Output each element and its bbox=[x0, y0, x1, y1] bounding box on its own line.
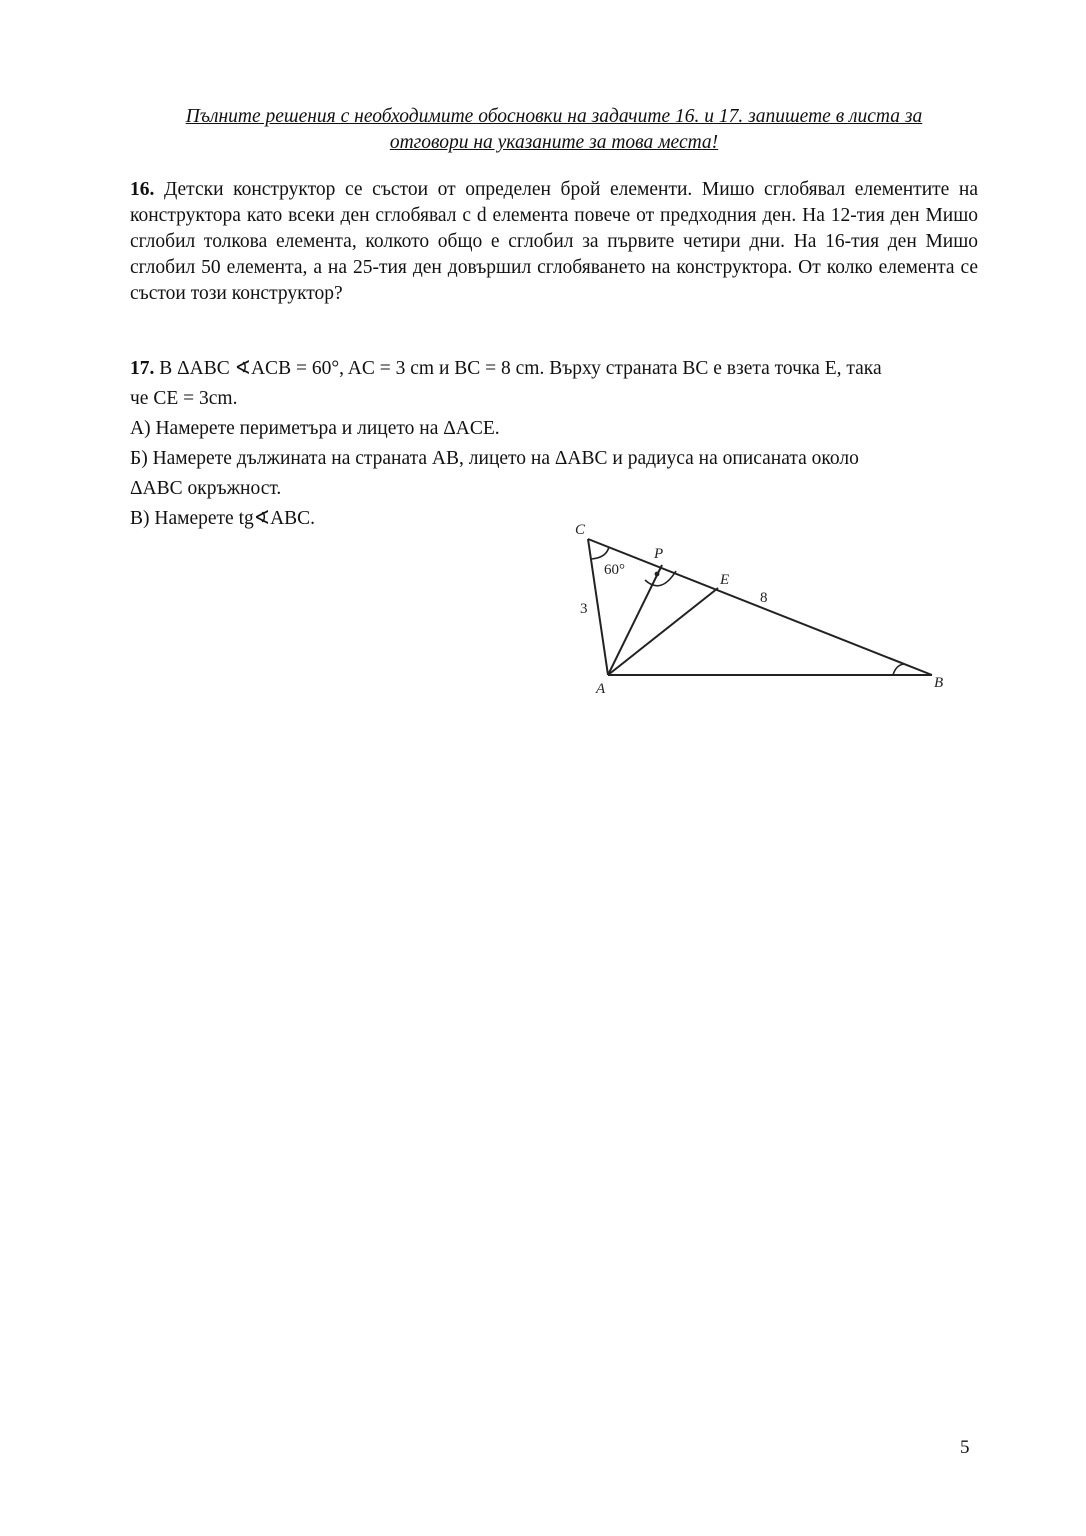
problem-16 bbox=[130, 177, 978, 307]
label-b: B bbox=[934, 675, 944, 691]
label-side-cb: 8 bbox=[760, 590, 768, 606]
page-number: 5 bbox=[960, 1437, 970, 1458]
problem-17-statement-line-1 bbox=[130, 354, 978, 384]
segment-ae bbox=[608, 588, 718, 675]
label-angle-60: 60° bbox=[604, 562, 625, 578]
label-e: E bbox=[720, 572, 730, 588]
problem-17-part-a: А) Намерете периметъра и лицето на ΔACE. bbox=[130, 418, 500, 439]
label-side-ac: 3 bbox=[580, 601, 588, 617]
instruction-note bbox=[130, 104, 978, 156]
problem-16-number: 16. bbox=[130, 179, 155, 200]
problem-17-line-1: В ΔABC ∢ACB = 60°, AC = 3 cm и BC = 8 cm. Върху страната BC е взета точка E, така bbox=[159, 358, 882, 379]
right-angle-arc-p bbox=[645, 571, 676, 586]
side-ca bbox=[588, 539, 608, 675]
problem-17-part-b-line-1: Б) Намерете дължината на страната AB, лицето на ΔABC и радиуса на описаната около bbox=[130, 448, 859, 469]
problem-17 bbox=[130, 354, 978, 534]
instruction-line-1: Пълните решения с необходимите обосновки на задачите 16. и 17. запишете в листа за bbox=[185, 106, 923, 127]
triangle-diagram bbox=[560, 515, 960, 705]
problem-17-number: 17. bbox=[130, 358, 155, 379]
problem-17-part-b-line-2: ΔABC окръжност. bbox=[130, 478, 282, 499]
problem-16-text: Детски конструктор се състои от определен брой елементи. Мишо сглобявал елементите на конструктора като всеки ден сглобявал с d елемента повече от предходния ден. На 12-тия ден Мишо сглобил толкова елемента, колкото общо е сглобил за първите четири дни. На 16-тия ден Мишо сглобил 50 елемента, а на 25-тия ден довършил сглобяването на конструктора. От колко елемента се състои този конструктор? bbox=[130, 179, 979, 304]
problem-17-part-c: В) Намерете tg∢ABC. bbox=[130, 508, 316, 529]
label-p: P bbox=[654, 546, 664, 562]
instruction-line-2: отговори на указаните за това места! bbox=[389, 132, 719, 153]
right-angle-dot bbox=[655, 572, 660, 577]
label-c: C bbox=[575, 522, 586, 538]
angle-c-arc bbox=[591, 547, 609, 559]
label-a: A bbox=[596, 681, 606, 697]
angle-b-arc bbox=[893, 664, 904, 675]
altitude-ap bbox=[608, 565, 662, 675]
problem-17-line-2: че CE = 3cm. bbox=[130, 388, 238, 409]
side-cb bbox=[588, 539, 932, 675]
